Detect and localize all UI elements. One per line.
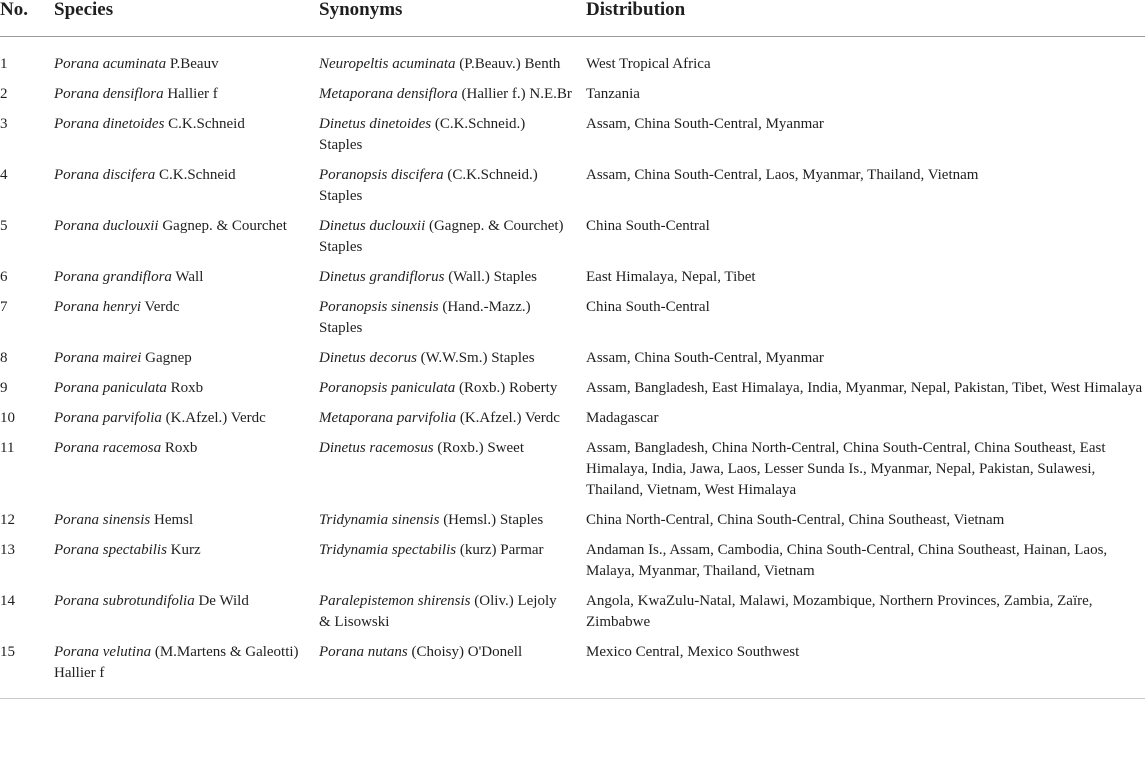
synonym-name: Tridynamia spectabilis xyxy=(319,542,457,558)
table-row xyxy=(0,297,1145,348)
species-name: Porana dinetoides xyxy=(54,116,165,132)
table-row xyxy=(0,114,1145,165)
distribution-cell: Andaman Is., Assam, Cambodia, China South-Central, China Southeast, Hainan, Laos, Malaya, Myanmar, Thailand, Vietnam xyxy=(586,542,1108,579)
species-author: Kurz xyxy=(166,542,201,558)
synonym-name: Metaporana parvifolia xyxy=(319,410,457,426)
synonym-cell xyxy=(319,378,586,408)
synonym-name: Poranopsis paniculata xyxy=(319,380,456,396)
synonym-author: (Roxb.) Roberty xyxy=(455,380,558,396)
synonym-author: (P.Beauv.) Benth xyxy=(455,56,561,72)
distribution-cell: Assam, Bangladesh, China North-Central, China South-Central, China Southeast, East Himalaya, India, Jawa, Laos, Lesser Sunda Is., Myanmar, Nepal, Pakistan, Sulawesi, Thailand, Vietnam, West Himalaya xyxy=(586,440,1106,498)
distribution-cell: China South-Central xyxy=(586,218,710,234)
synonym-cell xyxy=(319,540,586,591)
synonym-cell xyxy=(319,642,586,699)
species-author: Hallier f xyxy=(163,86,218,102)
species-cell xyxy=(54,267,319,297)
species-name: Porana racemosa xyxy=(54,440,162,456)
row-number: 9 xyxy=(0,380,8,396)
species-cell xyxy=(54,216,319,267)
synonym-author: (C.K.Schneid.) Staples xyxy=(319,116,526,153)
distribution-cell: Tanzania xyxy=(586,86,640,102)
synonym-name: Poranopsis sinensis xyxy=(319,299,439,315)
species-name: Porana mairei xyxy=(54,350,142,366)
distribution-cell: Assam, China South-Central, Myanmar xyxy=(586,116,824,132)
header-synonyms: Synonyms xyxy=(319,0,586,37)
species-name: Porana grandiflora xyxy=(54,269,172,285)
species-name: Porana subrotundifolia xyxy=(54,593,195,609)
synonym-cell xyxy=(319,591,586,642)
table-row xyxy=(0,408,1145,438)
synonym-author: (W.W.Sm.) Staples xyxy=(416,350,535,366)
synonym-author: (Hemsl.) Staples xyxy=(439,512,544,528)
row-number: 10 xyxy=(0,410,15,426)
species-author: Gagnep. & Courchet xyxy=(158,218,287,234)
synonym-cell xyxy=(319,114,586,165)
synonym-cell xyxy=(319,510,586,540)
species-author: Verdc xyxy=(141,299,180,315)
row-number: 4 xyxy=(0,167,8,183)
species-name: Porana parvifolia xyxy=(54,410,162,426)
row-number: 14 xyxy=(0,593,15,609)
distribution-cell: China North-Central, China South-Central, China Southeast, Vietnam xyxy=(586,512,1005,528)
synonym-author: (Choisy) O'Donell xyxy=(407,644,523,660)
species-name: Porana densiflora xyxy=(54,86,164,102)
row-number: 8 xyxy=(0,350,8,366)
species-author: Gagnep xyxy=(141,350,192,366)
species-author: De Wild xyxy=(194,593,249,609)
synonym-name: Paralepistemon shirensis xyxy=(319,593,471,609)
species-cell xyxy=(54,165,319,216)
distribution-cell: Assam, Bangladesh, East Himalaya, India, Myanmar, Nepal, Pakistan, Tibet, West Himalaya xyxy=(586,380,1143,396)
species-cell xyxy=(54,438,319,510)
table-row xyxy=(0,642,1145,699)
synonym-author: (C.K.Schneid.) Staples xyxy=(319,167,538,204)
synonym-cell xyxy=(319,438,586,510)
species-cell xyxy=(54,348,319,378)
synonym-author: (Hallier f.) N.E.Br xyxy=(457,86,572,102)
header-distribution: Distribution xyxy=(586,0,1145,37)
species-cell xyxy=(54,84,319,114)
synonym-name: Metaporana densiflora xyxy=(319,86,458,102)
species-name: Porana sinensis xyxy=(54,512,151,528)
table-row xyxy=(0,438,1145,510)
table-row xyxy=(0,165,1145,216)
distribution-cell: East Himalaya, Nepal, Tibet xyxy=(586,269,756,285)
species-name: Porana acuminata xyxy=(54,56,167,72)
species-author: C.K.Schneid xyxy=(155,167,236,183)
species-cell xyxy=(54,591,319,642)
synonym-name: Neuropeltis acuminata xyxy=(319,56,456,72)
table-body xyxy=(0,37,1145,699)
table-row xyxy=(0,540,1145,591)
synonym-cell xyxy=(319,348,586,378)
synonym-name: Dinetus dinetoides xyxy=(319,116,432,132)
species-author: (K.Afzel.) Verdc xyxy=(161,410,266,426)
synonym-cell xyxy=(319,297,586,348)
table-row xyxy=(0,378,1145,408)
synonym-name: Dinetus duclouxii xyxy=(319,218,426,234)
distribution-cell: Madagascar xyxy=(586,410,659,426)
species-author: Roxb xyxy=(166,380,204,396)
table-row xyxy=(0,267,1145,297)
row-number: 6 xyxy=(0,269,8,285)
row-number: 5 xyxy=(0,218,8,234)
species-name: Porana discifera xyxy=(54,167,156,183)
species-cell xyxy=(54,642,319,699)
species-cell xyxy=(54,540,319,591)
species-cell xyxy=(54,510,319,540)
distribution-cell: Assam, China South-Central, Laos, Myanmar, Thailand, Vietnam xyxy=(586,167,979,183)
row-number: 2 xyxy=(0,86,8,102)
synonym-cell xyxy=(319,216,586,267)
species-name: Porana spectabilis xyxy=(54,542,167,558)
synonym-name: Dinetus grandiflorus xyxy=(319,269,445,285)
synonym-cell xyxy=(319,267,586,297)
species-cell xyxy=(54,37,319,85)
synonym-cell xyxy=(319,37,586,85)
row-number: 15 xyxy=(0,642,54,699)
distribution-cell: Mexico Central, Mexico Southwest xyxy=(586,642,1145,699)
synonym-cell xyxy=(319,84,586,114)
synonym-cell xyxy=(319,165,586,216)
table-row xyxy=(0,216,1145,267)
synonym-author: (Wall.) Staples xyxy=(444,269,537,285)
species-author: (M.Martens & Galeotti) Hallier f xyxy=(54,644,299,681)
row-number: 11 xyxy=(0,440,15,456)
table-row xyxy=(0,84,1145,114)
table-header-row xyxy=(0,0,1145,37)
synonym-name: Porana nutans xyxy=(319,644,408,660)
species-author: Roxb xyxy=(161,440,198,456)
synonym-author: (K.Afzel.) Verdc xyxy=(456,410,560,426)
row-number: 3 xyxy=(0,116,8,132)
synonym-name: Dinetus racemosus xyxy=(319,440,434,456)
synonym-author: (Gagnep. & Courchet) Staples xyxy=(319,218,564,255)
species-cell xyxy=(54,114,319,165)
synonym-author: (Oliv.) Lejoly & Lisowski xyxy=(319,593,557,630)
species-cell xyxy=(54,408,319,438)
table-row xyxy=(0,591,1145,642)
species-name: Porana paniculata xyxy=(54,380,167,396)
header-species: Species xyxy=(54,0,319,37)
synonym-cell xyxy=(319,408,586,438)
distribution-cell: West Tropical Africa xyxy=(586,56,711,72)
species-cell xyxy=(54,297,319,348)
distribution-cell: Angola, KwaZulu-Natal, Malawi, Mozambique, Northern Provinces, Zambia, Zaïre, Zimbabwe xyxy=(586,593,1093,630)
species-author: Hemsl xyxy=(150,512,194,528)
synonym-name: Poranopsis discifera xyxy=(319,167,444,183)
distribution-cell: China South-Central xyxy=(586,299,710,315)
row-number: 7 xyxy=(0,299,8,315)
synonym-name: Dinetus decorus xyxy=(319,350,417,366)
species-author: P.Beauv xyxy=(166,56,219,72)
distribution-cell: Assam, China South-Central, Myanmar xyxy=(586,350,824,366)
header-no: No. xyxy=(0,0,54,37)
table-row xyxy=(0,37,1145,85)
species-cell xyxy=(54,378,319,408)
species-name: Porana henryi xyxy=(54,299,142,315)
table-row xyxy=(0,348,1145,378)
row-number: 13 xyxy=(0,542,15,558)
synonym-name: Tridynamia sinensis xyxy=(319,512,440,528)
species-author: C.K.Schneid xyxy=(164,116,245,132)
table-row xyxy=(0,510,1145,540)
species-author: Wall xyxy=(171,269,204,285)
synonym-author: (Roxb.) Sweet xyxy=(433,440,524,456)
synonym-author: (kurz) Parmar xyxy=(456,542,544,558)
species-name: Porana duclouxii xyxy=(54,218,159,234)
row-number: 12 xyxy=(0,512,15,528)
species-name: Porana velutina xyxy=(54,644,152,660)
synonym-author: (Hand.-Mazz.) Staples xyxy=(319,299,531,336)
row-number: 1 xyxy=(0,56,8,72)
